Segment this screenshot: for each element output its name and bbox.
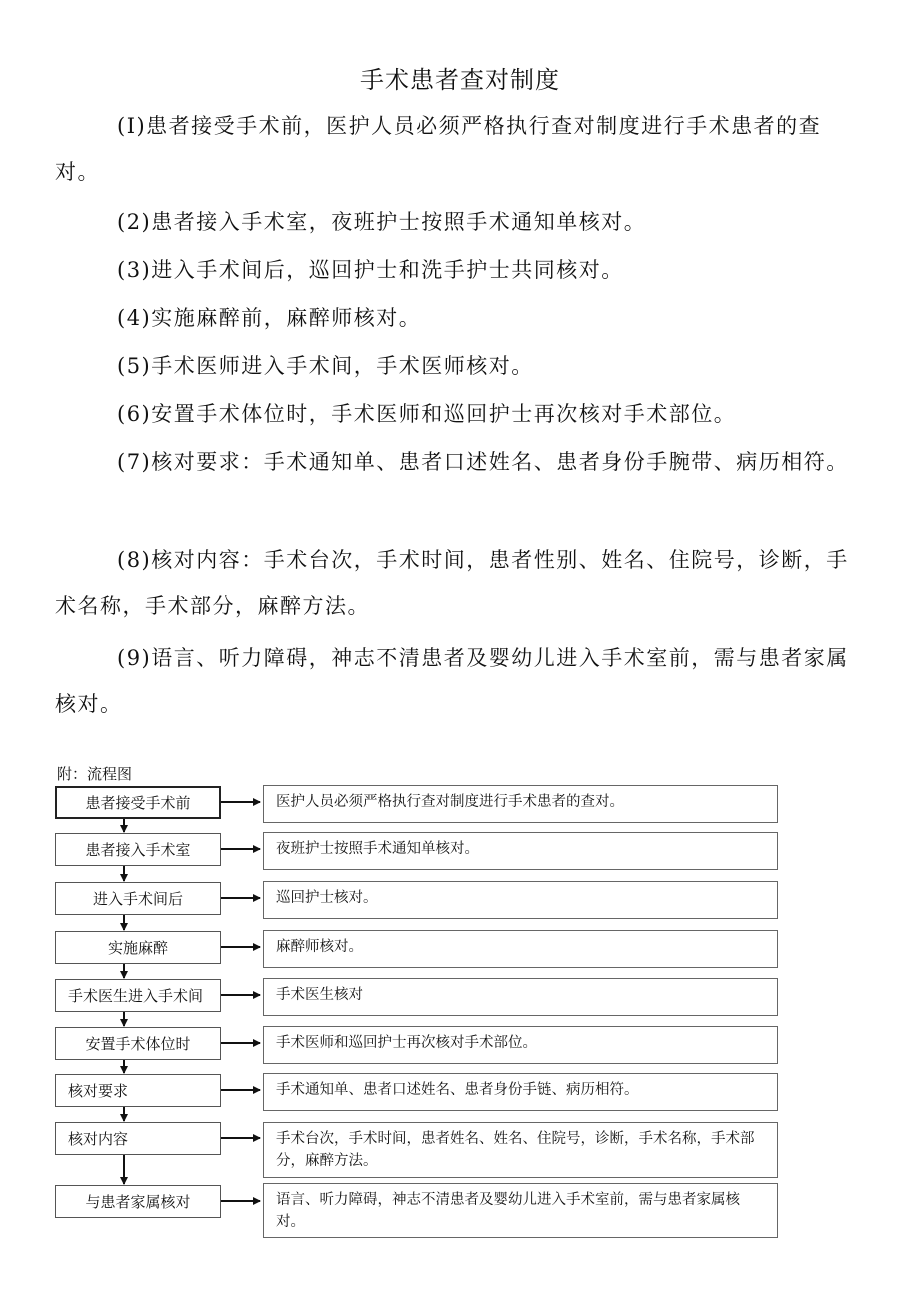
step-box-5: 手术医生进入手术间 (55, 979, 221, 1012)
paragraph-4: (4)实施麻醉前，麻醉师核对。 (117, 306, 422, 330)
step-desc-5: 手术医生核对 (263, 978, 778, 1016)
step-box-8: 核对内容 (55, 1122, 221, 1155)
step-desc-1: 医护人员必须严格执行查对制度进行手术患者的查对。 (263, 785, 778, 823)
step-desc-4: 麻醉师核对。 (263, 930, 778, 968)
step-desc-6: 手术医师和巡回护士再次核对手术部位。 (263, 1026, 778, 1064)
paragraph-7: (7)核对要求：手术通知单、患者口述姓名、患者身份手腕带、病历相符。 (117, 450, 849, 474)
paragraph-9: (9)语言、听力障碍，神志不清患者及婴幼儿进入手术室前，需与患者家属核对。 (55, 646, 849, 716)
step-box-2: 患者接入手术室 (55, 833, 221, 866)
step-desc-9: 语言、听力障碍，神志不清患者及婴幼儿进入手术室前，需与患者家属核对。 (263, 1183, 778, 1238)
step-box-7: 核对要求 (55, 1074, 221, 1107)
step-box-9: 与患者家属核对 (55, 1185, 221, 1218)
paragraph-3: (3)进入手术间后，巡回护士和洗手护士共同核对。 (117, 258, 624, 282)
step-desc-7: 手术通知单、患者口述姓名、患者身份手链、病历相符。 (263, 1073, 778, 1111)
page-title: 手术患者查对制度 (360, 66, 560, 94)
flowchart-caption: 附：流程图 (57, 765, 133, 783)
step-box-6: 安置手术体位时 (55, 1027, 221, 1060)
step-box-1: 患者接受手术前 (55, 786, 221, 819)
paragraph-1: (I)患者接受手术前，医护人员必须严格执行查对制度进行手术患者的查对。 (55, 114, 822, 184)
step-desc-3: 巡回护士核对。 (263, 881, 778, 919)
step-desc-2: 夜班护士按照手术通知单核对。 (263, 832, 778, 870)
paragraph-8: (8)核对内容：手术台次，手术时间，患者性别、姓名、住院号，诊断，手术名称，手术部分，麻醉方法。 (55, 548, 849, 618)
step-box-4: 实施麻醉 (55, 931, 221, 964)
step-desc-8: 手术台次，手术时间，患者姓名、姓名、住院号，诊断，手术名称，手术部分，麻醉方法。 (263, 1122, 778, 1178)
paragraph-5: (5)手术医师进入手术间，手术医师核对。 (117, 354, 534, 378)
paragraph-6: (6)安置手术体位时，手术医师和巡回护士再次核对手术部位。 (117, 402, 737, 426)
step-box-3: 进入手术间后 (55, 882, 221, 915)
paragraph-2: (2)患者接入手术室，夜班护士按照手术通知单核对。 (117, 210, 647, 234)
